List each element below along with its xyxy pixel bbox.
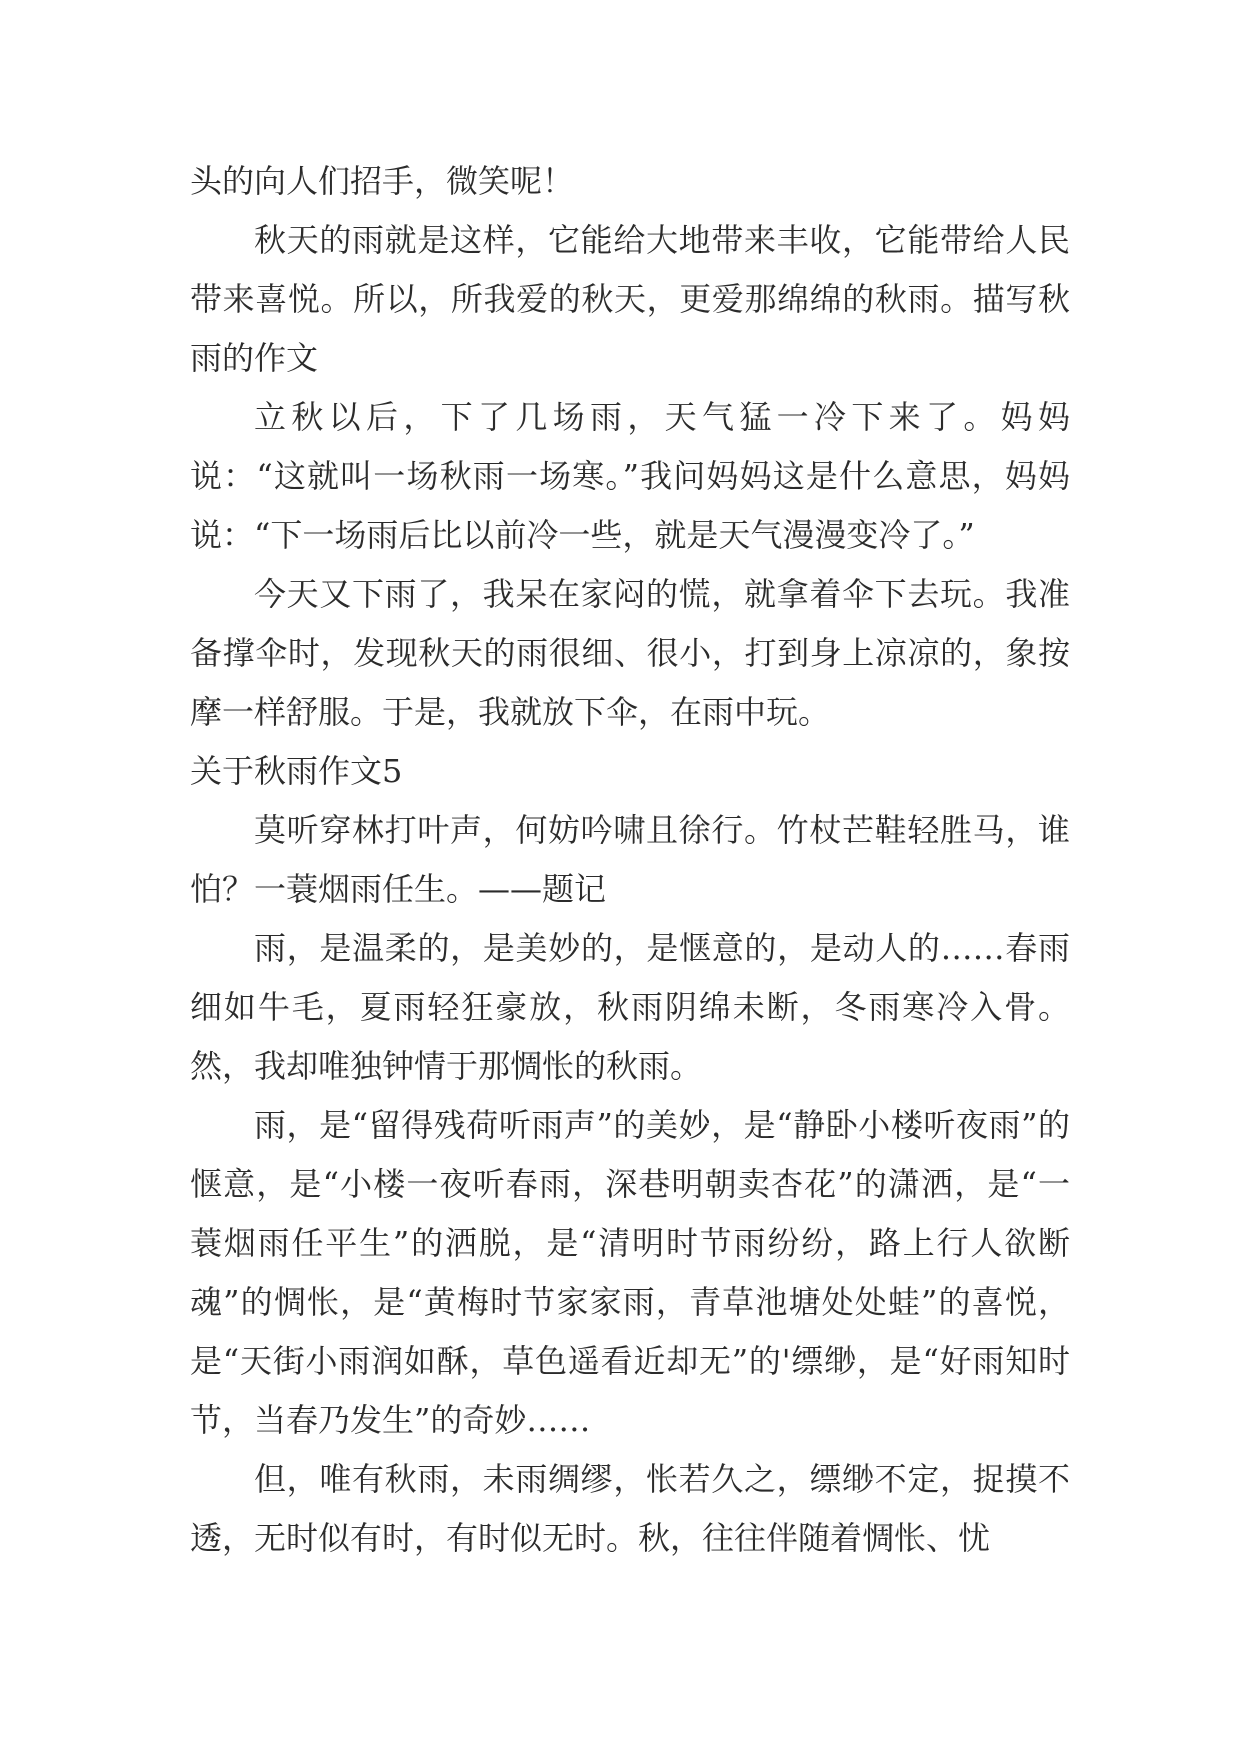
- epigraph-paragraph: 莫听穿林打叶声，何妨吟啸且徐行。竹杖芒鞋轻胜马，谁怕？一蓑烟雨任生。——题记: [190, 811, 1070, 908]
- paragraph-2: 秋天的雨就是这样，它能给大地带来丰收，它能带给人民带来喜悦。所以，所我爱的秋天，更爱那绵绵的秋雨。描写秋雨的作文: [190, 221, 1070, 377]
- paragraph-3: 立秋以后，下了几场雨，天气猛一冷下来了。妈妈说：“这就叫一场秋雨一场寒。”我问妈妈这是什么意思，妈妈说：“下一场雨后比以前冷一些，就是天气漫漫变冷了。”: [190, 398, 1070, 554]
- document-page: [190, 152, 1070, 1568]
- paragraph-7: 雨，是“留得残荷听雨声”的美妙，是“静卧小楼听夜雨”的惬意，是“小楼一夜听春雨，深巷明朝卖杏花”的潇洒，是“一蓑烟雨任平生”的洒脱，是“清明时节雨纷纷，路上行人欲断魂”的惆怅，是“黄梅时节家家雨，青草池塘处处蛙”的喜悦，是“天街小雨润如酥，草色遥看近却无”的'缥缈，是“好雨知时节，当春乃发生”的奇妙……: [190, 1106, 1070, 1439]
- paragraph-8: 但，唯有秋雨，未雨绸缪，怅若久之，缥缈不定，捉摸不透，无时似有时，有时似无时。秋，往往伴随着惆怅、忧: [190, 1460, 1070, 1557]
- paragraph-4: 今天又下雨了，我呆在家闷的慌，就拿着伞下去玩。我准备撑伞时，发现秋天的雨很细、很小，打到身上凉凉的，象按摩一样舒服。于是，我就放下伞，在雨中玩。: [190, 575, 1070, 731]
- paragraph-6: 雨，是温柔的，是美妙的，是惬意的，是动人的……春雨细如牛毛，夏雨轻狂豪放，秋雨阴绵未断，冬雨寒冷入骨。然，我却唯独钟情于那惆怅的秋雨。: [190, 929, 1070, 1085]
- section-heading: 关于秋雨作文5: [190, 752, 403, 790]
- paragraph-1: 头的向人们招手，微笑呢！: [190, 162, 575, 200]
